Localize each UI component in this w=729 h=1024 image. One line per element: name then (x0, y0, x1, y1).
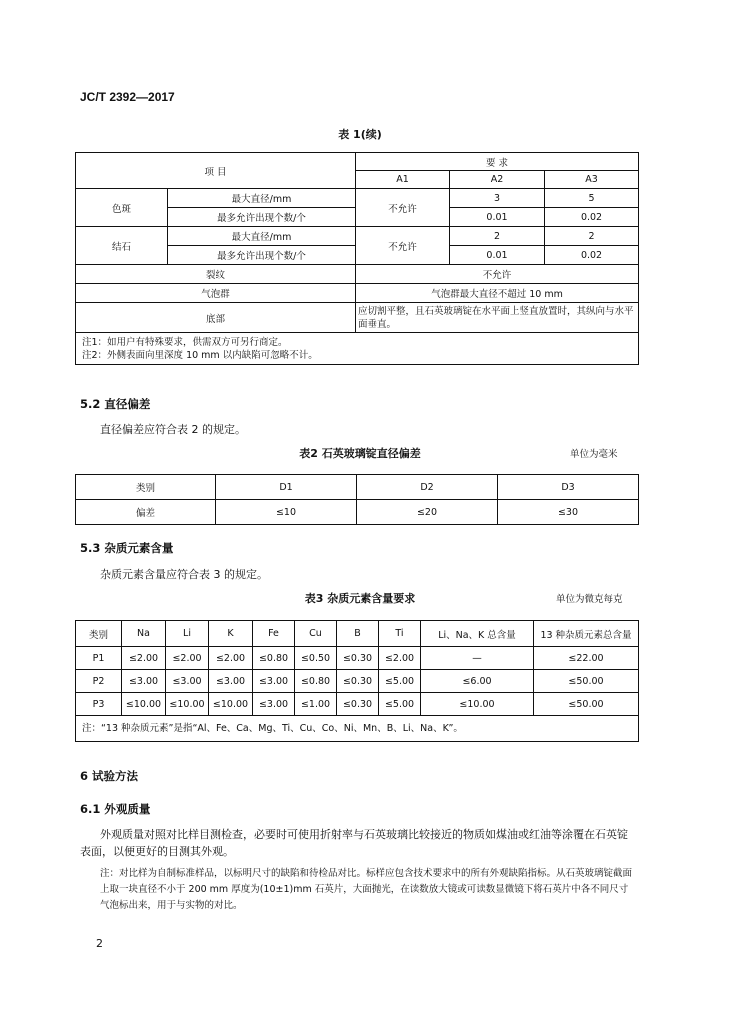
table2 (75, 474, 639, 525)
section-6-1-heading: 6.1 外观质量 (80, 802, 151, 816)
table3-cell: — (421, 647, 534, 670)
table3 (75, 620, 639, 742)
table3-head-k: K (209, 621, 253, 647)
table3-cell: ≤3.00 (253, 670, 295, 693)
bubble-label: 气泡群 (76, 284, 356, 303)
table2-d2-value: ≤20 (357, 500, 498, 525)
table3-cell: ≤0.30 (337, 647, 379, 670)
table1-head-item: 项 目 (76, 153, 356, 189)
table1-title: 表 1(续) (338, 128, 382, 141)
table3-cell: ≤50.00 (534, 670, 639, 693)
section-5-2-text: 直径偏差应符合表 2 的规定。 (100, 423, 246, 436)
stone-sub2: 最多允许出现个数/个 (168, 246, 356, 265)
table3-cell: ≤5.00 (379, 670, 421, 693)
section-6-heading: 6 试验方法 (80, 769, 139, 783)
bottom-value: 应切割平整，且石英玻璃锭在水平面上竖直放置时，其纵向与水平面垂直。 (356, 303, 639, 333)
table3-cell: ≤3.00 (209, 670, 253, 693)
section-6-1-text: 外观质量对照对比样目测检查，必要时可使用折射率与石英玻璃比较接近的物质如煤油或红油等涂覆在石英锭表面，以便更好的目测其外观。 (80, 828, 628, 858)
spot-sub1: 最大直径/mm (168, 189, 356, 208)
bottom-label: 底部 (76, 303, 356, 333)
table3-cell: ≤10.00 (166, 693, 209, 716)
table3-cell: ≤3.00 (166, 670, 209, 693)
table3-head-cu: Cu (295, 621, 337, 647)
table3-cell: ≤10.00 (209, 693, 253, 716)
stone-a1: 不允许 (356, 227, 450, 265)
table3-head-fe: Fe (253, 621, 295, 647)
table2-head-d3: D3 (498, 475, 639, 500)
table3-cell: ≤0.80 (295, 670, 337, 693)
table3-cell: ≤0.80 (253, 647, 295, 670)
table3-cell: ≤10.00 (122, 693, 166, 716)
table2-head-d1: D1 (216, 475, 357, 500)
table3-cell: ≤6.00 (421, 670, 534, 693)
grade-a3: A3 (545, 171, 639, 189)
spot-a3-1: 5 (545, 189, 639, 208)
table3-cell: ≤2.00 (379, 647, 421, 670)
table2-d1-value: ≤10 (216, 500, 357, 525)
stone-a3-2: 0.02 (545, 246, 639, 265)
bubble-value: 气泡群最大直径不超过 10 mm (356, 284, 639, 303)
table3-cell: ≤3.00 (253, 693, 295, 716)
table3-head-13-total: 13 种杂质元素总含量 (534, 621, 639, 647)
spot-a3-2: 0.02 (545, 208, 639, 227)
spot-a2-2: 0.01 (450, 208, 545, 227)
stone-a3-1: 2 (545, 227, 639, 246)
table3-head-b: B (337, 621, 379, 647)
table3-cell: ≤22.00 (534, 647, 639, 670)
table3-cell: ≤10.00 (421, 693, 534, 716)
table1-note-2: 注2：外侧表面向里深度 10 mm 以内缺陷可忽略不计。 (82, 349, 318, 361)
table3-cell: ≤50.00 (534, 693, 639, 716)
table3-head-alkali-total: Li、Na、K 总含量 (421, 621, 534, 647)
table3-cell: ≤0.30 (337, 670, 379, 693)
section-5-2-heading: 5.2 直径偏差 (80, 397, 151, 411)
table3-cell: ≤2.00 (209, 647, 253, 670)
table3-cell: P3 (76, 693, 122, 716)
table3-cell: ≤2.00 (166, 647, 209, 670)
grade-a2: A2 (450, 171, 545, 189)
page-number: 2 (96, 937, 103, 950)
table3-cell: ≤0.30 (337, 693, 379, 716)
section-5-3-text: 杂质元素含量应符合表 3 的规定。 (100, 568, 268, 581)
crack-label: 裂纹 (76, 265, 356, 284)
table2-head-category: 类别 (76, 475, 216, 500)
spot-a2-1: 3 (450, 189, 545, 208)
table1-notes (76, 333, 639, 365)
spot-a1: 不允许 (356, 189, 450, 227)
table3-head-ti: Ti (379, 621, 421, 647)
table3-cell: ≤3.00 (122, 670, 166, 693)
table2-title: 表2 石英玻璃锭直径偏差 (299, 447, 421, 460)
table1 (75, 152, 639, 365)
section-6-1-note: 注：对比样为自制标准样品，以标明尺寸的缺陷和待检品对比。标样应包含技术要求中的所有外观缺陷指标。从石英玻璃锭截面上取一块直径不小于 200 mm 厚度为(10±1)mm 石英片，大面抛光，在读数放大镜或可读数显微镜下将石英片中各不同尺寸气泡标出来，用于与实物的对比。 (100, 868, 633, 911)
table2-head-d2: D2 (357, 475, 498, 500)
table2-unit: 单位为毫米 (570, 449, 618, 460)
table3-cell: ≤2.00 (122, 647, 166, 670)
stone-sub1: 最大直径/mm (168, 227, 356, 246)
table3-unit: 单位为微克每克 (556, 594, 623, 605)
table3-cell: ≤5.00 (379, 693, 421, 716)
stone-a2-1: 2 (450, 227, 545, 246)
table3-head-category: 类别 (76, 621, 122, 647)
table1-head-req: 要 求 (356, 153, 639, 171)
stone-label: 结石 (76, 227, 168, 265)
table1-note-1: 注1：如用户有特殊要求，供需双方可另行商定。 (82, 336, 288, 348)
stone-a2-2: 0.01 (450, 246, 545, 265)
crack-value: 不允许 (356, 265, 639, 284)
table2-row-label: 偏差 (76, 500, 216, 525)
table3-note: 注：“13 种杂质元素”是指“Al、Fe、Ca、Mg、Ti、Cu、Co、Ni、Mn、B、Li、Na、K”。 (76, 716, 639, 742)
grade-a1: A1 (356, 171, 450, 189)
spot-sub2: 最多允许出现个数/个 (168, 208, 356, 227)
standard-code: JC/T 2392—2017 (80, 90, 175, 104)
table2-d3-value: ≤30 (498, 500, 639, 525)
table3-cell: P1 (76, 647, 122, 670)
table3-cell: ≤1.00 (295, 693, 337, 716)
table3-head-na: Na (122, 621, 166, 647)
table3-cell: ≤0.50 (295, 647, 337, 670)
table3-head-li: Li (166, 621, 209, 647)
spot-label: 色斑 (76, 189, 168, 227)
table3-cell: P2 (76, 670, 122, 693)
section-5-3-heading: 5.3 杂质元素含量 (80, 541, 174, 555)
table3-title: 表3 杂质元素含量要求 (304, 592, 416, 605)
